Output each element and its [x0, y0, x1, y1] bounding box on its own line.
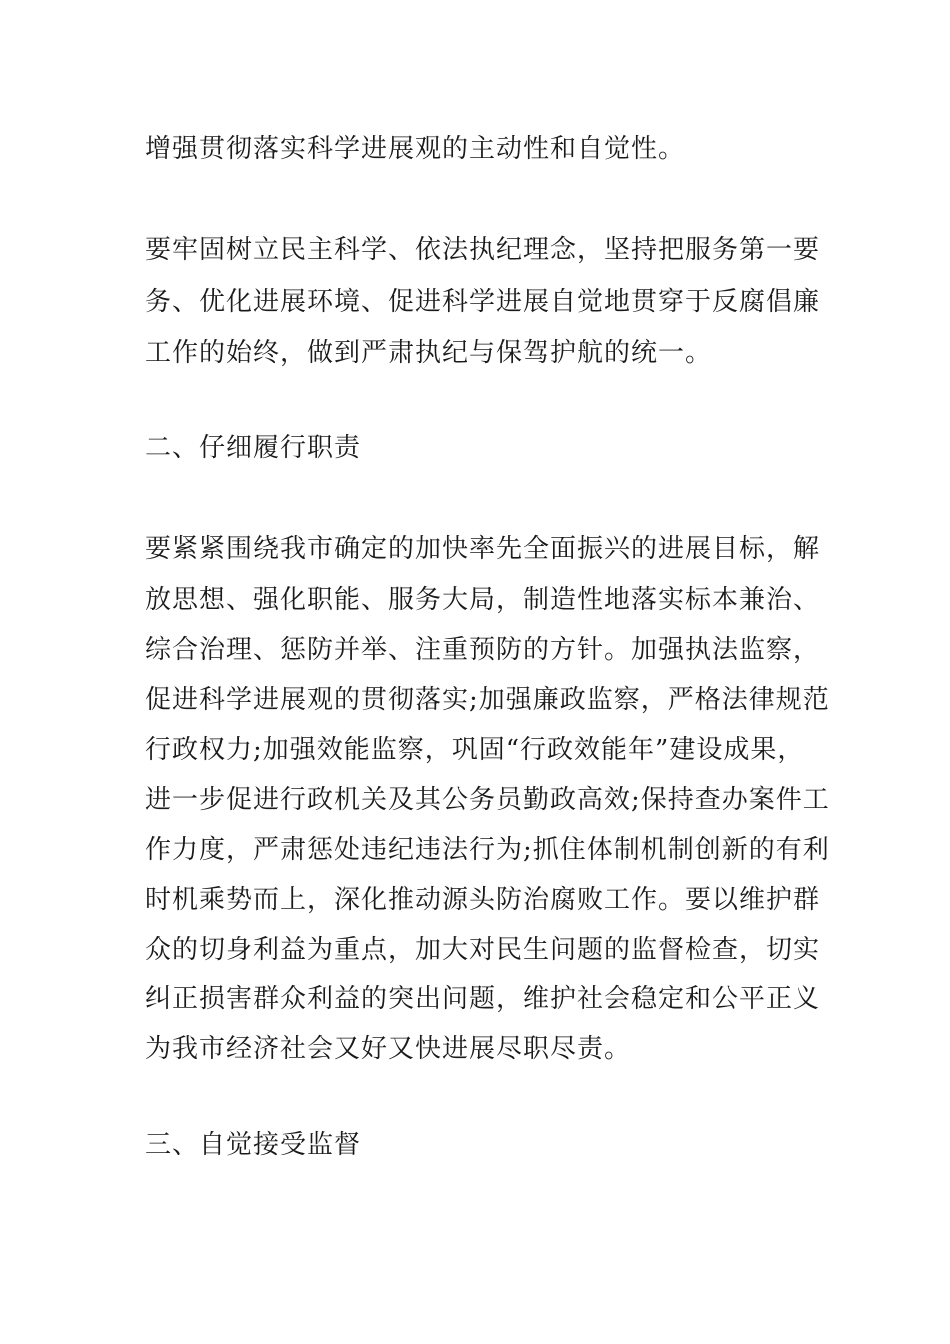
paragraph-3-line-7: 作力度，严肃惩处违纪违法行为;抓住体制机制创新的有利 — [145, 835, 830, 865]
paragraph-3-line-8: 时机乘势而上，深化推动源头防治腐败工作。要以维护群 — [145, 885, 821, 915]
paragraph-3-line-11: 为我市经济社会又好又快进展尽职尽责。 — [145, 1034, 632, 1064]
paragraph-1-line-1: 增强贯彻落实科学进展观的主动性和自觉性。 — [145, 134, 686, 164]
paragraph-3-line-3: 综合治理、惩防并举、注重预防的方针。加强执法监察， — [145, 635, 821, 665]
section-heading-2: 二、仔细履行职责 — [145, 433, 362, 463]
paragraph-3-line-2: 放思想、强化职能、服务大局，制造性地落实标本兼治、 — [145, 585, 821, 615]
section-heading-3: 三、自觉接受监督 — [145, 1130, 362, 1160]
paragraph-3-line-9: 众的切身利益为重点，加大对民生问题的监督检查，切实 — [145, 935, 821, 965]
paragraph-3-line-10: 纠正损害群众利益的突出问题，维护社会稳定和公平正义 — [145, 984, 821, 1014]
paragraph-2-line-3: 工作的始终，做到严肃执纪与保驾护航的统一。 — [145, 338, 713, 368]
paragraph-2-line-1: 要牢固树立民主科学、依法执纪理念，坚持把服务第一要 — [145, 235, 821, 265]
paragraph-2-line-2: 务、优化进展环境、促进科学进展自觉地贯穿于反腐倡廉 — [145, 287, 821, 317]
paragraph-3-line-1: 要紧紧围绕我市确定的加快率先全面振兴的进展目标，解 — [145, 534, 821, 564]
paragraph-3-line-6: 进一步促进行政机关及其公务员勤政高效;保持查办案件工 — [145, 785, 830, 815]
paragraph-3-line-4: 促进科学进展观的贯彻落实;加强廉政监察，严格法律规范 — [145, 685, 830, 715]
paragraph-3-line-5: 行政权力;加强效能监察，巩固“行政效能年”建设成果， — [145, 735, 805, 765]
